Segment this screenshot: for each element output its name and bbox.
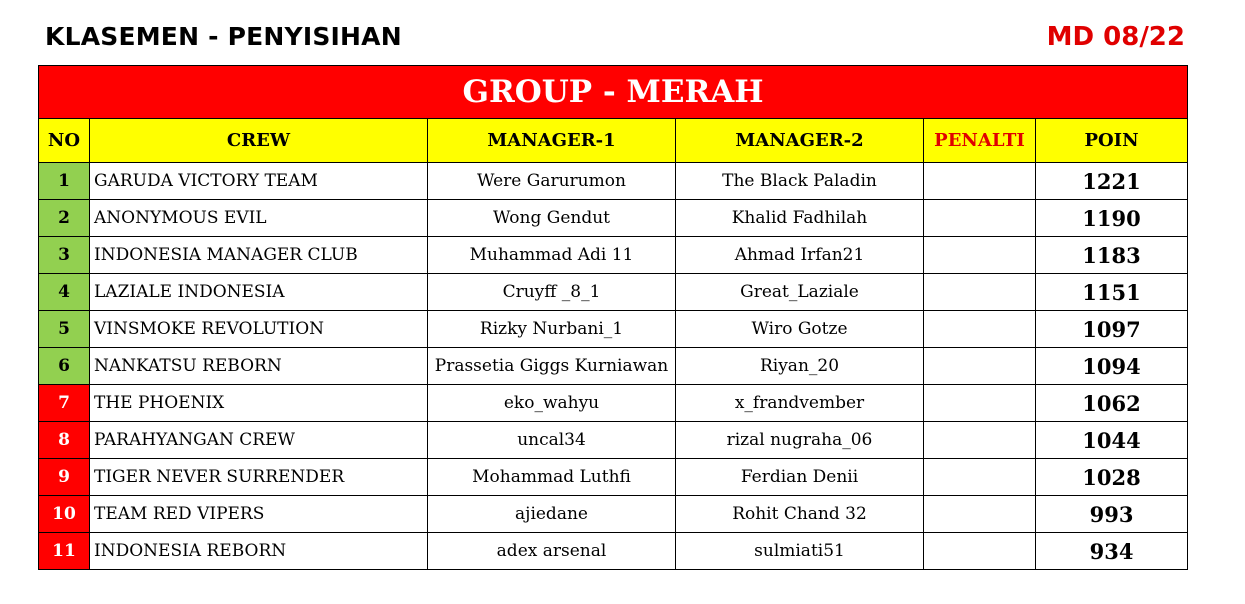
manager-2-cell: Riyan_20 [676,348,924,385]
poin-cell: 1044 [1036,422,1188,459]
rank-cell: 2 [39,200,90,237]
rank-cell: 9 [39,459,90,496]
table-row [39,200,1188,237]
manager-1-cell: eko_wahyu [428,385,676,422]
poin-cell: 934 [1036,533,1188,570]
standings-body [39,163,1188,570]
manager-1-cell: Wong Gendut [428,200,676,237]
manager-2-cell: Rohit Chand 32 [676,496,924,533]
manager-1-cell: uncal34 [428,422,676,459]
penalti-cell [924,459,1036,496]
column-header-row [39,119,1188,163]
rank-cell: 1 [39,163,90,200]
poin-cell: 1097 [1036,311,1188,348]
crew-cell: GARUDA VICTORY TEAM [90,163,428,200]
penalti-cell [924,533,1036,570]
penalti-cell [924,348,1036,385]
rank-cell: 5 [39,311,90,348]
manager-2-cell: Ferdian Denii [676,459,924,496]
crew-cell: TIGER NEVER SURRENDER [90,459,428,496]
manager-1-cell: Mohammad Luthfi [428,459,676,496]
crew-cell: ANONYMOUS EVIL [90,200,428,237]
table-row [39,459,1188,496]
table-row [39,385,1188,422]
rank-cell: 6 [39,348,90,385]
rank-cell: 4 [39,274,90,311]
poin-cell: 1221 [1036,163,1188,200]
rank-cell: 7 [39,385,90,422]
penalti-cell [924,200,1036,237]
column-header-crew: CREW [90,119,428,163]
manager-2-cell: The Black Paladin [676,163,924,200]
manager-2-cell: rizal nugraha_06 [676,422,924,459]
matchday-label: MD 08/22 [1046,22,1185,52]
crew-cell: VINSMOKE REVOLUTION [90,311,428,348]
penalti-cell [924,422,1036,459]
penalti-cell [924,163,1036,200]
table-row [39,311,1188,348]
poin-cell: 1190 [1036,200,1188,237]
manager-1-cell: Were Garurumon [428,163,676,200]
table-row [39,237,1188,274]
column-header-no: NO [39,119,90,163]
manager-1-cell: adex arsenal [428,533,676,570]
manager-2-cell: Great_Laziale [676,274,924,311]
manager-1-cell: Prassetia Giggs Kurniawan [428,348,676,385]
table-row [39,422,1188,459]
crew-cell: NANKATSU REBORN [90,348,428,385]
penalti-cell [924,311,1036,348]
manager-2-cell: Wiro Gotze [676,311,924,348]
crew-cell: INDONESIA MANAGER CLUB [90,237,428,274]
table-row [39,274,1188,311]
penalti-cell [924,274,1036,311]
table-row [39,496,1188,533]
table-row [39,163,1188,200]
manager-1-cell: Muhammad Adi 11 [428,237,676,274]
crew-cell: PARAHYANGAN CREW [90,422,428,459]
penalti-cell [924,237,1036,274]
poin-cell: 1183 [1036,237,1188,274]
manager-2-cell: sulmiati51 [676,533,924,570]
penalti-cell [924,385,1036,422]
manager-2-cell: Ahmad Irfan21 [676,237,924,274]
column-header-manager-1: MANAGER-1 [428,119,676,163]
rank-cell: 8 [39,422,90,459]
poin-cell: 1151 [1036,274,1188,311]
penalti-cell [924,496,1036,533]
table-row [39,348,1188,385]
manager-1-cell: ajiedane [428,496,676,533]
poin-cell: 1028 [1036,459,1188,496]
manager-2-cell: x_frandvember [676,385,924,422]
poin-cell: 1094 [1036,348,1188,385]
crew-cell: TEAM RED VIPERS [90,496,428,533]
rank-cell: 10 [39,496,90,533]
table-row [39,533,1188,570]
rank-cell: 3 [39,237,90,274]
group-header-row [39,66,1188,119]
crew-cell: LAZIALE INDONESIA [90,274,428,311]
manager-1-cell: Cruyff _8_1 [428,274,676,311]
rank-cell: 11 [39,533,90,570]
column-header-poin: POIN [1036,119,1188,163]
standings-table [38,65,1188,570]
crew-cell: INDONESIA REBORN [90,533,428,570]
poin-cell: 1062 [1036,385,1188,422]
manager-1-cell: Rizky Nurbani_1 [428,311,676,348]
manager-2-cell: Khalid Fadhilah [676,200,924,237]
poin-cell: 993 [1036,496,1188,533]
column-header-manager-2: MANAGER-2 [676,119,924,163]
page-title: KLASEMEN - PENYISIHAN [45,22,402,51]
group-title: GROUP - MERAH [39,66,1188,119]
column-header-penalti: PENALTI [924,119,1036,163]
crew-cell: THE PHOENIX [90,385,428,422]
